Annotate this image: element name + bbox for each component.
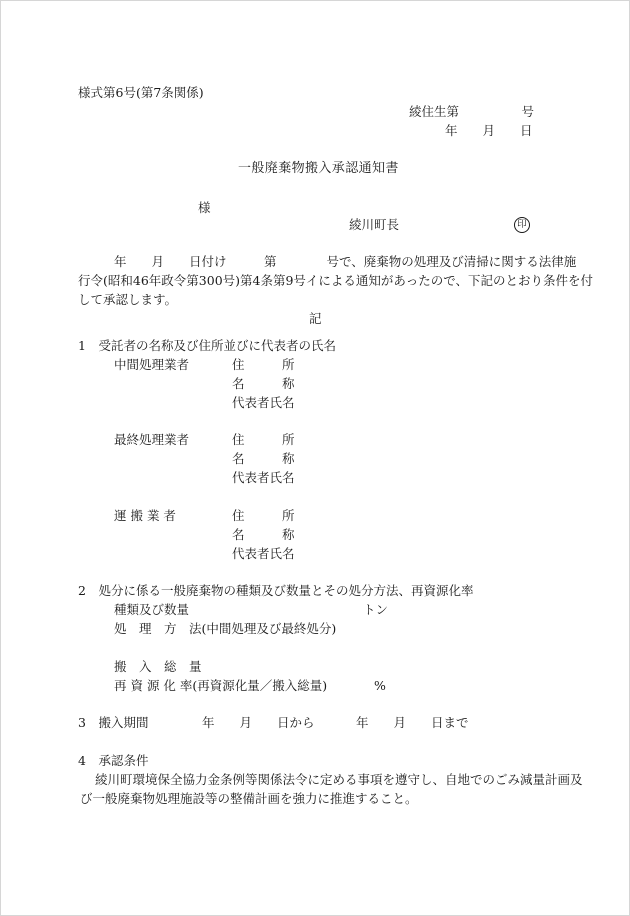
- document-number: 綾住生第 号: [409, 104, 535, 119]
- field-representative: 代表者氏名: [232, 470, 295, 485]
- document-date: 年 月 日: [445, 123, 533, 138]
- section-4-heading: 4 承認条件: [78, 753, 149, 768]
- body-line-2: 行令(昭和46年政令第300号)第4条第9号イによる通知があったので、下記のとおり条件を付: [78, 273, 594, 288]
- section-2-heading: 2 処分に係る一般廃棄物の種類及び数量とその処分方法、再資源化率: [78, 583, 474, 598]
- form-number: 様式第6号(第7条関係): [78, 85, 204, 100]
- field-address: 住 所: [232, 432, 295, 447]
- field-address: 住 所: [232, 357, 295, 372]
- section-3-heading: 3 搬入期間: [78, 715, 149, 730]
- addressee-suffix: 様: [198, 200, 211, 215]
- field-address: 住 所: [232, 508, 295, 523]
- kind-quantity-label: 種類及び数量: [114, 602, 190, 617]
- period-to: 年 月 日まで: [356, 715, 469, 730]
- field-name: 名 称: [232, 527, 295, 542]
- group-label-transport: 運 搬 業 者: [114, 508, 176, 523]
- section-1-heading: 1 受託者の名称及び住所並びに代表者の氏名: [78, 338, 336, 353]
- body-line-3: して承認します。: [78, 292, 178, 307]
- field-representative: 代表者氏名: [232, 395, 295, 410]
- field-representative: 代表者氏名: [232, 546, 295, 561]
- group-label-final: 最終処理業者: [114, 432, 190, 447]
- ton-unit: トン: [363, 602, 389, 617]
- ki-label: 記: [309, 311, 322, 326]
- group-label-intermediate: 中間処理業者: [114, 357, 190, 372]
- percent-unit: %: [374, 678, 386, 693]
- condition-line-1: 綾川町環境保全協力金条例等関係法令に定める事項を遵守し、自地でのごみ減量計画及: [95, 772, 583, 787]
- body-line-1: 年 月 日付け 第 号で、廃棄物の処理及び清掃に関する法律施: [114, 254, 577, 269]
- condition-line-2: び一般廃棄物処理施設等の整備計画を強力に推進すること。: [80, 791, 418, 806]
- recycle-rate-label: 再 資 源 化 率(再資源化量／搬入総量): [114, 678, 328, 693]
- issuer-name: 綾川町長: [349, 217, 400, 232]
- period-from: 年 月 日から: [202, 715, 315, 730]
- field-name: 名 称: [232, 451, 295, 466]
- field-name: 名 称: [232, 376, 295, 391]
- seal-mark: 印: [514, 217, 530, 233]
- document-title: 一般廃棄物搬入承認通知書: [238, 161, 399, 176]
- total-label: 搬 入 総 量: [114, 659, 202, 674]
- method-label: 処 理 方 法(中間処理及び最終処分): [114, 621, 337, 636]
